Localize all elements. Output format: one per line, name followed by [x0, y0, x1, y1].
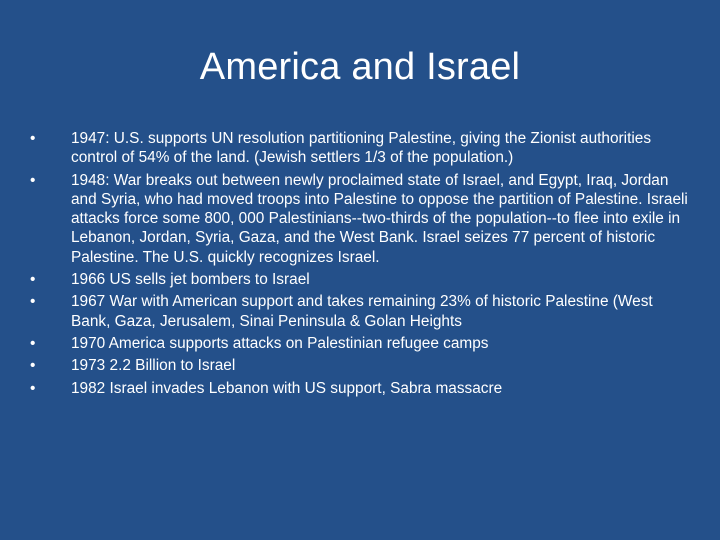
bullet-item-1948	[30, 171, 690, 267]
bullet-text: 1970 America supports attacks on Palestinian refugee camps	[71, 334, 489, 352]
bullet-text: 1966 US sells jet bombers to Israel	[71, 271, 310, 289]
slide-title: America and Israel	[199, 46, 521, 88]
bullet-text: 1973 2.2 Billion to Israel	[71, 357, 236, 375]
bullet-dot: •	[30, 293, 36, 311]
bullet-dot: •	[30, 334, 36, 352]
bullet-item-1967	[30, 292, 690, 331]
bullet-dot: •	[30, 357, 36, 375]
bullet-item-1947	[30, 129, 690, 168]
bullet-dot: •	[30, 130, 36, 147]
bullet-list	[30, 129, 690, 401]
bullet-item-1973	[30, 356, 690, 375]
bullet-text: 1967 War with American support and takes remaining 23% of historic Palestine (West Bank, Gaza, Jerusalem, Sinai Peninsula & Golan Heights	[71, 293, 653, 330]
bullet-dot: •	[30, 379, 36, 397]
bullet-item-1970	[30, 334, 690, 353]
bullet-item-1966	[30, 270, 690, 289]
bullet-text: 1947: U.S. supports UN resolution partitioning Palestine, giving the Zionist authorities control of 54% of the land. (Jewish settlers 1/3 of the population.)	[71, 130, 652, 167]
bullet-dot: •	[30, 171, 36, 189]
bullet-item-1982	[30, 379, 690, 398]
bullet-dot: •	[30, 271, 36, 289]
bullet-text: 1982 Israel invades Lebanon with US support, Sabra massacre	[71, 379, 503, 397]
bullet-text: 1948: War breaks out between newly proclaimed state of Israel, and Egypt, Iraq, Jordan and Syria, who had moved troops into Palestine to oppose the partition of Palestine. Israeli attacks force some 800, 000 Palestinians--two-thirds of the population--to flee into exile in Lebanon, Jordan, Syria, Gaza, and the West Bank. Israel seizes 77 percent of historic Palestine. The U.S. quickly recognizes Israel.	[71, 171, 688, 266]
